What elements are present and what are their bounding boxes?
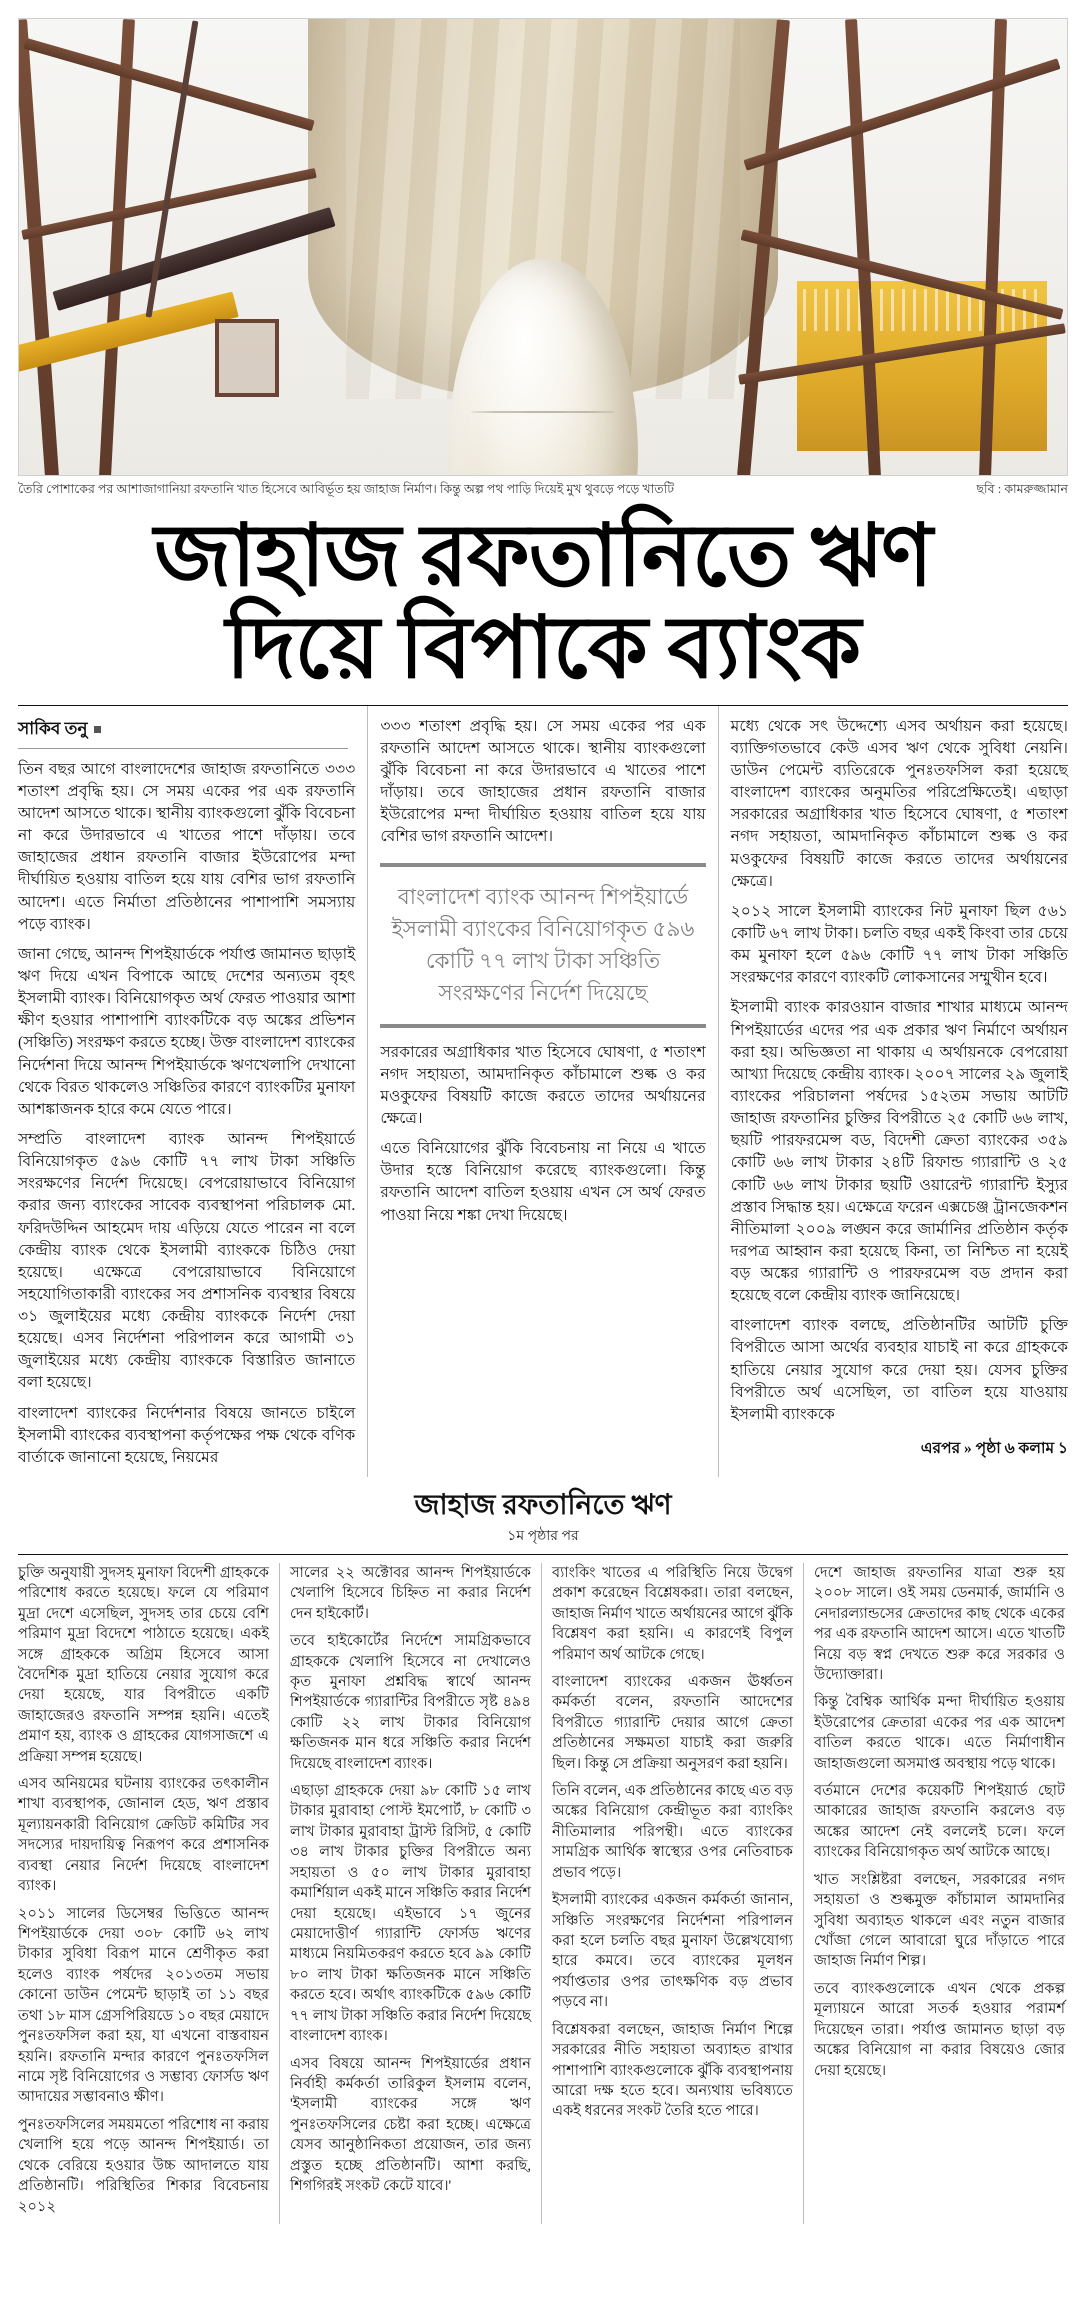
article-column-3	[719, 706, 1068, 1477]
paragraph: এসব বিষয়ে আনন্দ শিপইয়ার্ডের প্রধান নির্বাহী কর্মকর্তা তারিকুল ইসলাম বলেন, 'ইসলামী ব্যাংকের সঙ্গে ঋণ পুনঃতফসিলের চেষ্টা করা হচ্ছে। এক্ষেত্রে যেসব আনুষ্ঠানিকতা প্রয়োজন, তার জন্য প্রস্তুত হচ্ছে প্রতিষ্ঠানটি। আশা করছি, শিগগিরই সংকট কেটে যাবে।'	[290, 2055, 531, 2195]
paragraph: ইসলামী ব্যাংকের একজন কর্মকর্তা জানান, সঞ্চিতি সংরক্ষণের নির্দেশনা পরিপালন করা হলে চলতি বছর মুনাফা উল্লেখযোগ্য হারে কমবে। তবে ব্যাংকের মূলধন পর্যাপ্ততার ওপর তাৎক্ষণিক বড় প্রভাব পড়বে না।	[552, 1892, 793, 2011]
photo-caption: তৈরি পোশাকের পর আশাজাগানিয়া রফতানি খাত হিসেবে আবির্ভূত হয় জাহাজ নির্মাণ। কিন্তু অল্প পথ পাড়ি দিয়েই মুখ থুবড়ে পড়ে খাতটি	[18, 482, 675, 496]
jump-header	[18, 1491, 1068, 1548]
jump-columns	[18, 1563, 1068, 2224]
jump-column-3	[542, 1563, 803, 2224]
paragraph: তবে হাইকোর্টের নির্দেশে সামগ্রিকভাবে গ্রাহককে খেলাপি হিসেবে না দেখালেও কৃত মুনাফা প্রশ্নবিদ্ধ স্বার্থে আনন্দ শিপইয়ার্ডকে গ্যারান্টির বিপরীতে সৃষ্ট ৪৯৪ কোটি ২২ লাখ টাকার বিনিয়োগ ক্ষতিজনক মান ধরে সঞ্চিতি করার নির্দেশ দিয়েছে বাংলাদেশ ব্যাংক।	[290, 1633, 531, 1772]
paragraph: সালের ২২ অক্টোবর আনন্দ শিপইয়ার্ডকে খেলাপি হিসেবে চিহ্নিত না করার নির্দেশ দেন হাইকোর্ট।	[290, 1564, 531, 1622]
paragraph: খাত সংশ্লিষ্টরা বলছেন, সরকারের নগদ সহায়তা ও শুল্কমুক্ত কাঁচামাল আমদানির সুবিধা অব্যাহত থাকলে এবং নতুন বাজার খোঁজা গেলে আবারো ঘুরে দাঁড়াতে পারে জাহাজ নির্মাণ শিল্প।	[814, 1871, 1065, 1970]
jump-rule	[18, 1554, 1068, 1555]
paragraph: কিন্তু বৈশ্বিক আর্থিক মন্দা দীর্ঘায়িত হওয়ায় ইউরোপের ক্রেতারা একের পর এক আদেশ বাতিল করতে থাকে। এতে নির্মাণাধীন জাহাজগুলো অসমাপ্ত অবস্থায় পড়ে থাকে।	[814, 1694, 1065, 1772]
paragraph: তিন বছর আগে বাংলাদেশের জাহাজ রফতানিতে ৩৩৩ শতাংশ প্রবৃদ্ধি হয়। সে সময় একের পর এক রফতানি আদেশ আসতে থাকে। স্থানীয় ব্যাংকগুলো ঝুঁকি বিবেচনা না করে উদারভাবে এ খাতের পাশে দাঁড়ায়। তবে জাহাজের প্রধান রফতানি বাজার ইউরোপের মন্দা দীর্ঘায়িত হওয়ায় বাতিল হয়ে যায় বেশির ভাগ রফতানি আদেশ। এতে নির্মাতা প্রতিষ্ঠানের পাশাপাশি সমস্যায় পড়ে ব্যাংক।	[18, 760, 356, 933]
scaffold-beam	[19, 19, 59, 475]
paragraph: বাংলাদেশ ব্যাংকের নির্দেশনার বিষয়ে জানতে চাইলে ইসলামী ব্যাংকের ব্যবস্থাপনা কর্তৃপক্ষের পক্ষ থেকে বণিক বার্তাকে জানানো হয়েছে, নিয়মের	[18, 1404, 356, 1466]
crane-boom	[19, 292, 239, 373]
paragraph: এছাড়া গ্রাহককে দেয়া ৯৮ কোটি ১৫ লাখ টাকার মুরাবাহা পোস্ট ইমপোর্ট, ৮ কোটি ৩ লাখ টাকার মুরাবাহা ট্রাস্ট রিসিট, ৫ কোটি ৩৪ লাখ টাকার চুক্তির বিপরীতে অন্য সহায়তা ও ৫০ লাখ টাকার মুরাবাহা কমার্শিয়াল একই মানে সঞ্চিতি করার নির্দেশ দেয়া হয়েছে। এইভাবে ১৭ জুনের মেয়াদোত্তীর্ণ গ্যারান্টি ফোর্সড ঋণের মাধ্যমে নিয়মিতকরণ করতে হবে ৯৯ কোটি ৮০ লাখ টাকা ক্ষতিজনক মানে সঞ্চিতি করতে হবে। অর্থাৎ ব্যাংকটিকে ৫৯৬ কোটি ৭৭ লাখ টাকা সঞ্চিতি করার নির্দেশ দিয়েছে বাংলাদেশ ব্যাংক।	[290, 1783, 531, 2045]
crane-basket	[215, 319, 279, 397]
paragraph: পুনঃতফসিলের সময়মতো পরিশোধ না করায় খেলাপি হয়ে পড়ে আনন্দ শিপইয়ার্ড। তা থেকে বেরিয়ে হওয়ার উচ্চ আদালতে যায় প্রতিষ্ঠানটি। পরিস্থিতির শিকার বিবেচনায় ২০১২	[18, 2116, 269, 2215]
paragraph: ব্যাংকিং খাতের এ পরিস্থিতি নিয়ে উদ্বেগ প্রকাশ করেছেন বিশ্লেষকরা। তারা বলছেন, জাহাজ নির্মাণ খাতে অর্থায়নের আগে ঝুঁকি বিশ্লেষণ করা হয়নি। এ কারণেই বিপুল পরিমাণ অর্থ আটকে গেছে।	[552, 1564, 793, 1663]
paragraph: ইসলামী ব্যাংক কারওয়ান বাজার শাখার মাধ্যমে আনন্দ শিপইয়ার্ডের এদের পর এক প্রকার ঋণ নির্মাণে অর্থায়ন করা হয়। অভিজ্ঞতা না থাকায় এ অর্থায়নকে বেপরোয়া আখ্যা দিয়েছে কেন্দ্রীয় ব্যাংক। ২০০৭ সালের ২৯ জুলাই ব্যাংকের পরিচালনা পর্ষদের ১৫২তম সভায় আটটি জাহাজ রফতানির চুক্তির বিপরীতে ২৫ কোটি ৬৬ লাখ, ছয়টি পারফরমেন্স বড, বিদেশী ক্রেতা ব্যাংকের ৩৫৯ কোটি ৬৬ লাখ টাকার ২৪টি রিফান্ড গ্যারান্টি ও ২৫ কোটি ৬৬ লাখ টাকার ছয়টি ওয়ারেন্ট গ্যারান্টি ইস্যুর প্রস্তাব সিদ্ধান্ত হয়। এক্ষেত্রে ফরেন এক্সচেঞ্জ ট্রানজেকশন নীতিমালা ২০০৯ লঙ্ঘন করে জার্মানির প্রতিষ্ঠান কর্তৃক দরপত্র আহ্বান করা হয়েছে কিনা, তা নিশ্চিত না হয়েই বড় অঙ্কের গ্যারান্টি ও পারফরমেন্স বড প্রদান করা হয়েছে বলে কেন্দ্রীয় ব্যাংক জানিয়েছে।	[730, 999, 1068, 1305]
byline-square-icon	[94, 726, 101, 733]
scaffold-beam	[23, 38, 314, 131]
paragraph: তিনি বলেন, এক প্রতিষ্ঠানের কাছে এত বড় অঙ্কের বিনিয়োগ কেন্দ্রীভূত করা ব্যাংকিং নীতিমালার পরিপন্থী। এতে ব্যাংকের সামগ্রিক আর্থিক স্বাস্থ্যের ওপর নেতিবাচক প্রভাব পড়ে।	[552, 1783, 793, 1881]
article-columns	[18, 706, 1068, 1477]
paragraph: বাংলাদেশ ব্যাংক বলছে, প্রতিষ্ঠানটির আটটি চুক্তি বিপরীতে আসা অর্থের ব্যবহার যাচাই না করে গ্রাহককে হাতিয়ে নেয়ার সুযোগ করে দেয়া হয়। যেসব চুক্তির বিপরীতে অর্থ এসেছিল, তা বাতিল হয়ে যাওয়ায় ইসলামী ব্যাংককে	[730, 1317, 1068, 1423]
paragraph: এসব অনিয়মের ঘটনায় ব্যাংকের তৎকালীন শাখা ব্যবস্থাপক, জোনাল হেড, ঋণ প্রস্তাব মূল্যায়নকারী বিনিয়োগ ক্রেডিট কমিটির সব সদস্যের দায়দায়িত্ব নিরূপণ করে প্রশাসনিক ব্যবস্থা নেয়ার নির্দেশ দিয়েছে বাংলাদেশ ব্যাংক।	[18, 1776, 269, 1895]
jump-title: জাহাজ রফতানিতে ঋণ	[414, 1490, 672, 1522]
jump-column-1	[18, 1563, 279, 2224]
paragraph: মধ্যে থেকে সৎ উদ্দেশ্যে এসব অর্থায়ন করা হয়েছে। ব্যাক্তিগতভাবে কেউ এসব ঋণ থেকে সুবিধা নেয়নি। ডাউন পেমেন্ট ব্যতিরেকে পুনঃতফসিল করা হয়েছে বাংলাদেশ ব্যাংকের অনুমতির পরিপ্রেক্ষিতেই। এছাড়া সরকারের অগ্রাধিকার খাত হিসেবে ঘোষণা, ৫ শতাংশ নগদ সহায়তা, আমদানিকৃত কাঁচামালে শুল্ক ও কর মওকুফের বিষয়টি কাজে করতে তাদের অর্থায়নের ক্ষেত্রে।	[730, 717, 1068, 890]
byline-name: সাকিব তনু	[18, 718, 88, 738]
paragraph: তবে ব্যাংকগুলোকে এখন থেকে প্রকল্প মূল্যায়নে আরো সতর্ক হওয়ার পরামর্শ দিয়েছেন তারা। পর্যাপ্ত জামানত ছাড়া বড় অঙ্কের বিনিয়োগ না করার বিষয়েও জোর দেয়া হয়েছে।	[814, 1980, 1065, 2079]
article-column-2	[368, 706, 717, 1477]
paragraph: সম্প্রতি বাংলাদেশ ব্যাংক আনন্দ শিপইয়ার্ডে বিনিয়োগকৃত ৫৯৬ কোটি ৭৭ লাখ টাকা সঞ্চিতি সংরক্ষণের নির্দেশ দিয়েছে। বেপরোয়াভাবে বিনিয়োগ করার জন্য ব্যাংকের সাবেক ব্যবস্থাপনা পরিচালক মো. ফরিদউদ্দিন আহমেদ দায় এড়িয়ে যেতে পারেন না বলে কেন্দ্রীয় ব্যাংক থেকে ইসলামী ব্যাংককে চিঠিও দেয়া হয়েছে। এক্ষেত্রে বেপরোয়াভাবে বিনিয়োগে সহযোগিতাকারী ব্যাংকের সব প্রশাসনিক ব্যবস্থার বিষয়ে ৩১ জুলাইয়ের মধ্যে কেন্দ্রীয় ব্যাংককে নির্দেশ দেয়া হয়েছে। এসব নির্দেশনা পরিপালন করে আগামী ৩১ জুলাইয়ের মধ্যে কেন্দ্রীয় ব্যাংককে বিস্তারিত জানাতে বলা হয়েছে।	[18, 1130, 356, 1392]
jump-column-4	[804, 1563, 1065, 2224]
byline	[18, 716, 348, 749]
paragraph: জানা গেছে, আনন্দ শিপইয়ার্ডকে পর্যাপ্ত জামানত ছাড়াই ঋণ দিয়ে এখন বিপাকে আছে দেশের অন্যতম বৃহৎ ইসলামী ব্যাংক। বিনিয়োগকৃত অর্থ ফেরত পাওয়ার আশা ক্ষীণ হওয়ার পাশাপাশি ব্যাংকটিকে বড় অঙ্কের প্রভিশন (সঞ্চিতি) সংরক্ষণ করতে হচ্ছে। উক্ত বাংলাদেশ ব্যাংকের নির্দেশনা দিয়ে আনন্দ শিপইয়ার্ডকে ঋণখেলাপি দেখানো থেকে বিরত থাকলেও সঞ্চিতির কারণে ব্যাংকটির মুনাফা আশঙ্কাজনক হারে কমে যেতে পারে।	[18, 945, 356, 1118]
pull-quote: বাংলাদেশ ব্যাংক আনন্দ শিপইয়ার্ডে ইসলামী ব্যাংকের বিনিয়োগকৃত ৫৯৬ কোটি ৭৭ লাখ টাকা সঞ্চিতি সংরক্ষণের নির্দেশ দিয়েছে	[380, 863, 705, 1028]
paragraph: বর্তমানে দেশের কয়েকটি শিপইয়ার্ড ছোট আকারের জাহাজ রফতানি করলেও বড় অঙ্কের আদেশ নেই বললেই চলে। ফলে ব্যাংকের বিনিয়োগকৃত অর্থ আটকে আছে।	[814, 1783, 1065, 1861]
scaffold-right	[737, 19, 1067, 475]
continuation-note[interactable]: এরপর » পৃষ্ঠা ৬ কলাম ১	[920, 1440, 1068, 1458]
jump-subtitle: ১ম পৃষ্ঠার পর	[507, 1528, 579, 1544]
page-headline	[18, 508, 1068, 696]
photo-credit: ছবি : কামরুজ্জামান	[976, 482, 1068, 496]
paragraph: বাংলাদেশ ব্যাংকের একজন ঊর্ধ্বতন কর্মকর্তা বলেন, রফতানি আদেশের বিপরীতে গ্যারান্টি দেয়ার আগে ক্রেতা প্রতিষ্ঠানের সক্ষমতা যাচাই করা জরুরি ছিল। কিন্তু সে প্রক্রিয়া অনুসরণ করা হয়নি।	[552, 1673, 793, 1772]
lead-photo	[18, 18, 1068, 476]
jump-column-2	[280, 1563, 541, 2224]
headline-line-1: জাহাজ রফতানিতে ঋণ	[154, 508, 932, 605]
headline-line-2: দিয়ে বিপাকে ব্যাংক	[225, 599, 861, 696]
photo-caption-row	[18, 481, 1068, 497]
paragraph: বিশ্লেষকরা বলছেন, জাহাজ নির্মাণ শিল্পে সরকারের নীতি সহায়তা অব্যাহত রাখার পাশাপাশি ব্যাংকগুলোকে ঝুঁকি ব্যবস্থাপনায় আরো দক্ষ হতে হবে। অন্যথায় ভবিষ্যতে একই ধরনের সংকট তৈরি হতে পারে।	[552, 2021, 793, 2120]
paragraph: চুক্তি অনুযায়ী সুদসহ মুনাফা বিদেশী গ্রাহককে পরিশোধ করতে হয়েছে। ফলে যে পরিমাণ মুদ্রা দেশে এসেছিল, সুদসহ তার চেয়ে বেশি পরিমাণ মুদ্রা বিদেশে পাঠাতে হয়েছে। একই সঙ্গে গ্রাহককে অগ্রিম হিসেবে আসা বৈদেশিক মুদ্রা হাতিয়ে নেয়ার সুযোগ করে দেয়া হয়েছে, যার বিপরীতে একটি জাহাজেরও রফতানি সম্পন্ন হয়নি। এতেই প্রমাণ হয়, ব্যাংক ও গ্রাহকের যোগসাজশে এ প্রক্রিয়া সম্পন্ন হয়েছে।	[18, 1564, 269, 1765]
paragraph: ৩৩৩ শতাংশ প্রবৃদ্ধি হয়। সে সময় একের পর এক রফতানি আদেশ আসতে থাকে। স্থানীয় ব্যাংকগুলো ঝুঁকি বিবেচনা না করে উদারভাবে এ খাতের পাশে দাঁড়ায়। তবে জাহাজের প্রধান রফতানি বাজার ইউরোপের মন্দা দীর্ঘায়িত হওয়ায় বাতিল হয়ে যায় বেশির ভাগ রফতানি আদেশ।	[380, 717, 706, 846]
article-column-1	[18, 706, 367, 1477]
paragraph: ২০১২ সালে ইসলামী ব্যাংকের নিট মুনাফা ছিল ৫৬১ কোটি ৬৭ লাখ টাকা। চলতি বছর একই কিংবা তার চেয়ে কম মুনাফা হলে ৫৯৬ কোটি ৭৭ লাখ টাকা সঞ্চিতি সংরক্ষণের কারণে ব্যাংকটি লোকসানের সম্মুখীন হবে।	[730, 902, 1068, 987]
paragraph: দেশে জাহাজ রফতানির যাত্রা শুরু হয় ২০০৮ সালে। ওই সময় ডেনমার্ক, জার্মানি ও নেদারল্যান্ডসের ক্রেতাদের কাছ থেকে একের পর এক রফতানি আদেশ আসে। এতে খাতটি নিয়ে বড় স্বপ্ন দেখতে শুরু করে সরকার ও উদ্যোক্তারা।	[814, 1564, 1065, 1683]
photo-image	[19, 19, 1067, 475]
paragraph: সরকারের অগ্রাধিকার খাত হিসেবে ঘোষণা, ৫ শতাংশ নগদ সহায়তা, আমদানিকৃত কাঁচামালে শুল্ক ও কর মওকুফের বিষয়টি কাজে করতে তাদের অর্থায়নের ক্ষেত্রে।	[380, 1043, 706, 1127]
scaffold-beam	[99, 19, 135, 475]
scaffold-left	[19, 19, 319, 475]
paragraph: ২০১১ সালের ডিসেম্বর ভিত্তিতে আনন্দ শিপইয়ার্ডকে দেয়া ৩০৮ কোটি ৬২ লাখ টাকার সুবিধা বিরূপ মানে শ্রেণীকৃত করা হলেও ব্যাংক পর্ষদের ২০১৩তম সভায় কোনো ডাউন পেমেন্ট ছাড়াই তা ১১ বছর তথা ১৮ মাস গ্রেসপিরিয়ডে ১০ বছর মেয়াদে পুনঃতফসিল করা হয়, যা এখনো বাস্তবায়ন হয়নি। রফতানি মন্দার কারণে পুনঃতফসিল নামে সৃষ্ট বিনিয়োগের ও সম্ভাব্য ফোর্সড ঋণ আদায়ের সম্ভাবনাও ক্ষীণ।	[18, 1905, 269, 2106]
scaffold-beam	[743, 58, 1060, 170]
paragraph: এতে বিনিয়োগের ঝুঁকি বিবেচনায় না নিয়ে এ খাতে উদার হস্তে বিনিয়োগ করেছে ব্যাংকগুলো। কিন্তু রফতানি আদেশ বাতিল হওয়ায় এখন সে অর্থ ফেরত পাওয়া নিয়ে শঙ্কা দেখা দিয়েছে।	[380, 1140, 706, 1224]
